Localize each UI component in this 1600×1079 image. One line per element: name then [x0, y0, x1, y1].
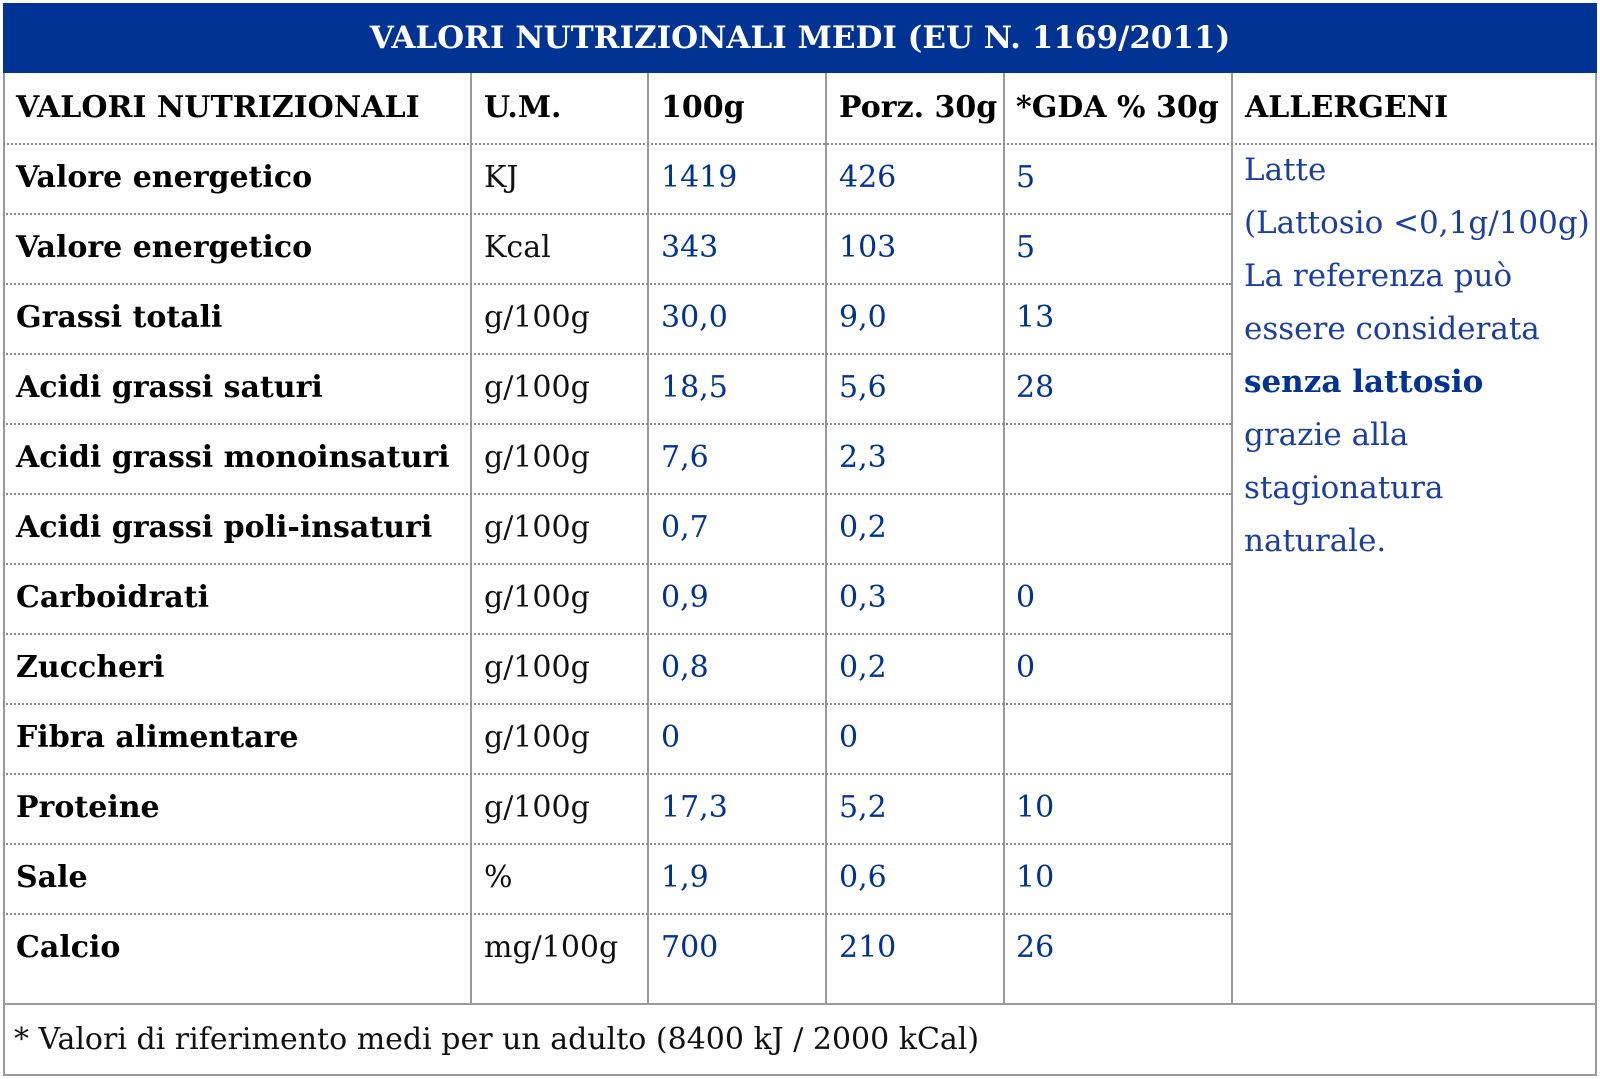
value-portion: 210 [839, 930, 897, 965]
allergen-line: Latte [1244, 152, 1327, 188]
value-portion: 0 [839, 720, 859, 755]
value-gda: 10 [1016, 790, 1055, 825]
allergen-line: (Lattosio <0,1g/100g) [1244, 205, 1590, 241]
value-portion: 5,2 [839, 790, 887, 825]
header-nutrient: VALORI NUTRIZIONALI [16, 90, 420, 125]
value-per-100g: 0 [661, 720, 681, 755]
nutrient-name: Acidi grassi saturi [16, 370, 323, 405]
nutrient-name: Acidi grassi poli-insaturi [16, 510, 433, 545]
nutrient-unit: g/100g [484, 370, 590, 405]
nutrient-unit: g/100g [484, 510, 590, 545]
nutrient-name: Valore energetico [16, 160, 313, 195]
value-gda: 13 [1016, 300, 1055, 335]
header-allergens: ALLERGENI [1245, 90, 1449, 125]
column-divider [1231, 73, 1233, 1005]
value-per-100g: 7,6 [661, 440, 709, 475]
value-portion: 0,2 [839, 510, 887, 545]
header-per-100g: 100g [661, 90, 745, 125]
allergen-line: essere considerata [1244, 311, 1540, 347]
nutrient-name: Fibra alimentare [16, 720, 299, 755]
value-gda: 0 [1016, 580, 1036, 615]
value-portion: 9,0 [839, 300, 887, 335]
header-gda: *GDA % 30g [1016, 90, 1219, 125]
value-gda: 5 [1016, 230, 1036, 265]
nutrient-name: Carboidrati [16, 580, 209, 615]
nutrient-name: Proteine [16, 790, 160, 825]
nutrient-unit: % [484, 860, 513, 895]
nutrient-name: Valore energetico [16, 230, 313, 265]
value-portion: 5,6 [839, 370, 887, 405]
allergen-line: stagionatura [1244, 470, 1444, 506]
nutrient-unit: g/100g [484, 440, 590, 475]
value-portion: 2,3 [839, 440, 887, 475]
nutrient-name: Sale [16, 860, 88, 895]
nutrient-name: Calcio [16, 930, 121, 965]
nutrient-name: Grassi totali [16, 300, 223, 335]
value-gda: 28 [1016, 370, 1055, 405]
nutrient-unit: g/100g [484, 650, 590, 685]
nutrient-unit: mg/100g [484, 930, 619, 965]
value-per-100g: 0,7 [661, 510, 709, 545]
nutrient-unit: g/100g [484, 300, 590, 335]
allergen-info [1244, 144, 1594, 568]
allergen-line: La referenza può [1244, 258, 1513, 294]
value-per-100g: 17,3 [661, 790, 728, 825]
value-gda: 5 [1016, 160, 1036, 195]
value-per-100g: 0,9 [661, 580, 709, 615]
value-portion: 0,6 [839, 860, 887, 895]
header-portion: Porz. 30g [839, 90, 998, 125]
value-portion: 0,3 [839, 580, 887, 615]
value-gda: 0 [1016, 650, 1036, 685]
value-portion: 426 [839, 160, 897, 195]
lactose-free-label: senza lattosio [1244, 364, 1484, 400]
nutrient-name: Acidi grassi monoinsaturi [16, 440, 450, 475]
table-title: VALORI NUTRIZIONALI MEDI (EU N. 1169/2011) [3, 3, 1597, 73]
allergen-line: naturale. [1244, 523, 1387, 559]
value-per-100g: 700 [661, 930, 719, 965]
nutrient-unit: g/100g [484, 720, 590, 755]
nutrient-unit: Kcal [484, 230, 551, 265]
header-unit: U.M. [484, 90, 562, 125]
nutrient-unit: KJ [484, 160, 519, 195]
row-divider [3, 633, 1231, 635]
nutrient-unit: g/100g [484, 790, 590, 825]
value-gda: 10 [1016, 860, 1055, 895]
allergen-line: grazie alla [1244, 417, 1409, 453]
value-per-100g: 1419 [661, 160, 738, 195]
value-gda: 26 [1016, 930, 1055, 965]
footnote: * Valori di riferimento medi per un adulto (8400 kJ / 2000 kCal) [14, 1022, 980, 1057]
value-per-100g: 30,0 [661, 300, 728, 335]
value-portion: 0,2 [839, 650, 887, 685]
nutrient-unit: g/100g [484, 580, 590, 615]
value-portion: 103 [839, 230, 897, 265]
value-per-100g: 1,9 [661, 860, 709, 895]
value-per-100g: 343 [661, 230, 719, 265]
value-per-100g: 18,5 [661, 370, 728, 405]
nutrient-name: Zuccheri [16, 650, 165, 685]
value-per-100g: 0,8 [661, 650, 709, 685]
